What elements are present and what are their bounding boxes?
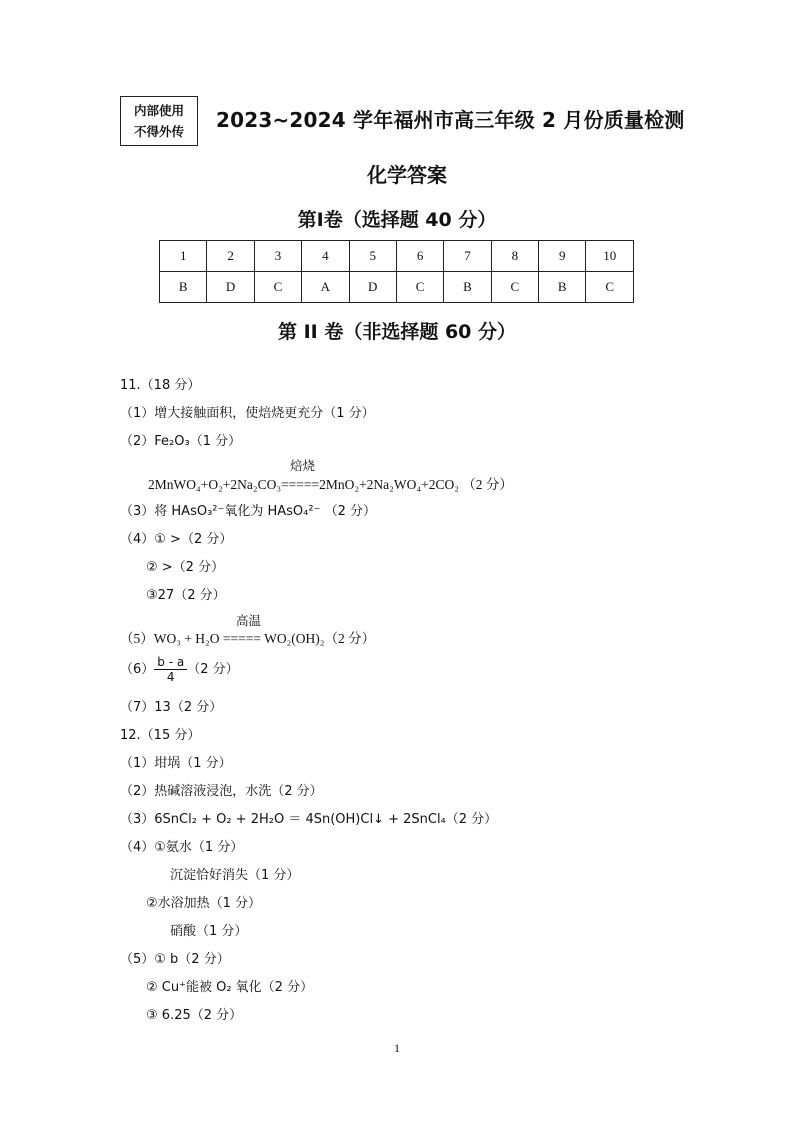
q12-part4-1b: 沉淀恰好消失（1 分） [170, 868, 300, 883]
document-subtitle: 化学答案 [367, 163, 447, 187]
q12-part4-2: ②水浴加热（1 分） [146, 896, 262, 911]
q12-heading: 12.（15 分） [120, 728, 201, 743]
q12-part5-3: ③ 6.25（2 分） [146, 1008, 243, 1023]
question-number: 1 [160, 241, 207, 272]
question-number: 9 [539, 241, 586, 272]
q11-part3: （3）将 HAsO₃²⁻氧化为 HAsO₄²⁻ （2 分） [120, 504, 376, 519]
fraction [154, 655, 187, 684]
stamp-line-2: 不得外传 [133, 124, 184, 139]
q12-part1: （1）坩埚（1 分） [120, 756, 232, 771]
fraction-denominator: 4 [166, 670, 175, 684]
question-number: 4 [302, 241, 349, 272]
q12-part5-2: ② Cu⁺能被 O₂ 氧化（2 分） [146, 980, 314, 995]
q11-part4-1: （4）① >（2 分） [120, 532, 233, 547]
answer-table-number-row [160, 241, 634, 272]
q11-part2: （2）Fe₂O₃（1 分） [120, 434, 242, 449]
question-number: 2 [207, 241, 254, 272]
answer-cell: C [254, 272, 301, 303]
fraction-numerator: b - a [154, 655, 187, 670]
answer-cell: B [539, 272, 586, 303]
answer-cell: D [207, 272, 254, 303]
q12-part4-1: （4）①氨水（1 分） [120, 840, 244, 855]
answer-cell: C [396, 272, 443, 303]
q11-part1: （1）增大接触面积，使焙烧更充分（1 分） [120, 406, 375, 421]
page-number: 1 [394, 1041, 400, 1055]
q11-part6 [120, 655, 239, 684]
question-number: 3 [254, 241, 301, 272]
q11-part6-suffix: （2 分） [187, 662, 239, 677]
q11-equation-condition: 焙烧 [290, 458, 316, 473]
q11-part4-2: ② >（2 分） [146, 560, 225, 575]
document-title: 2023~2024 学年福州市高三年级 2 月份质量检测 [216, 108, 685, 132]
q11-part7: （7）13（2 分） [120, 700, 223, 715]
answer-table-answer-row [160, 272, 634, 303]
answer-table [159, 240, 634, 303]
question-number: 6 [396, 241, 443, 272]
q11-heading: 11.（18 分） [120, 378, 201, 393]
q12-part4-2b: 硝酸（1 分） [170, 924, 248, 939]
answer-cell: C [491, 272, 538, 303]
confidential-stamp [120, 96, 198, 146]
answer-cell: D [349, 272, 396, 303]
q12-part5-1: （5）① b（2 分） [120, 952, 230, 967]
q12-part3: （3）6SnCl₂ + O₂ + 2H₂O ＝ 4Sn(OH)Cl↓ + 2SnCl₄（2 分） [120, 812, 498, 827]
question-number: 7 [444, 241, 491, 272]
question-number: 10 [586, 241, 634, 272]
stamp-line-1: 内部使用 [133, 103, 184, 118]
section2-title: 第 II 卷（非选择题 60 分） [277, 321, 517, 343]
q12-part2: （2）热碱溶液浸泡，水洗（2 分） [120, 784, 323, 799]
answer-cell: B [160, 272, 207, 303]
q11-part4-3: ③27（2 分） [146, 588, 226, 603]
question-number: 5 [349, 241, 396, 272]
q11-part5: （5）WO₃ + H₂O ===== WO₂(OH)₂（2 分） [120, 631, 376, 646]
q11-part6-prefix: （6） [120, 662, 155, 677]
answer-cell: B [444, 272, 491, 303]
answer-cell: C [586, 272, 634, 303]
q11-equation: 2MnWO₄+O₂+2Na₂CO₃=====2MnO₂+2Na₂WO₄+2CO₂ （2 分） [148, 477, 513, 492]
answer-cell: A [302, 272, 349, 303]
q11-part5-condition: 高温 [236, 613, 262, 628]
section1-title: 第Ⅰ卷（选择题 40 分） [297, 209, 497, 231]
question-number: 8 [491, 241, 538, 272]
